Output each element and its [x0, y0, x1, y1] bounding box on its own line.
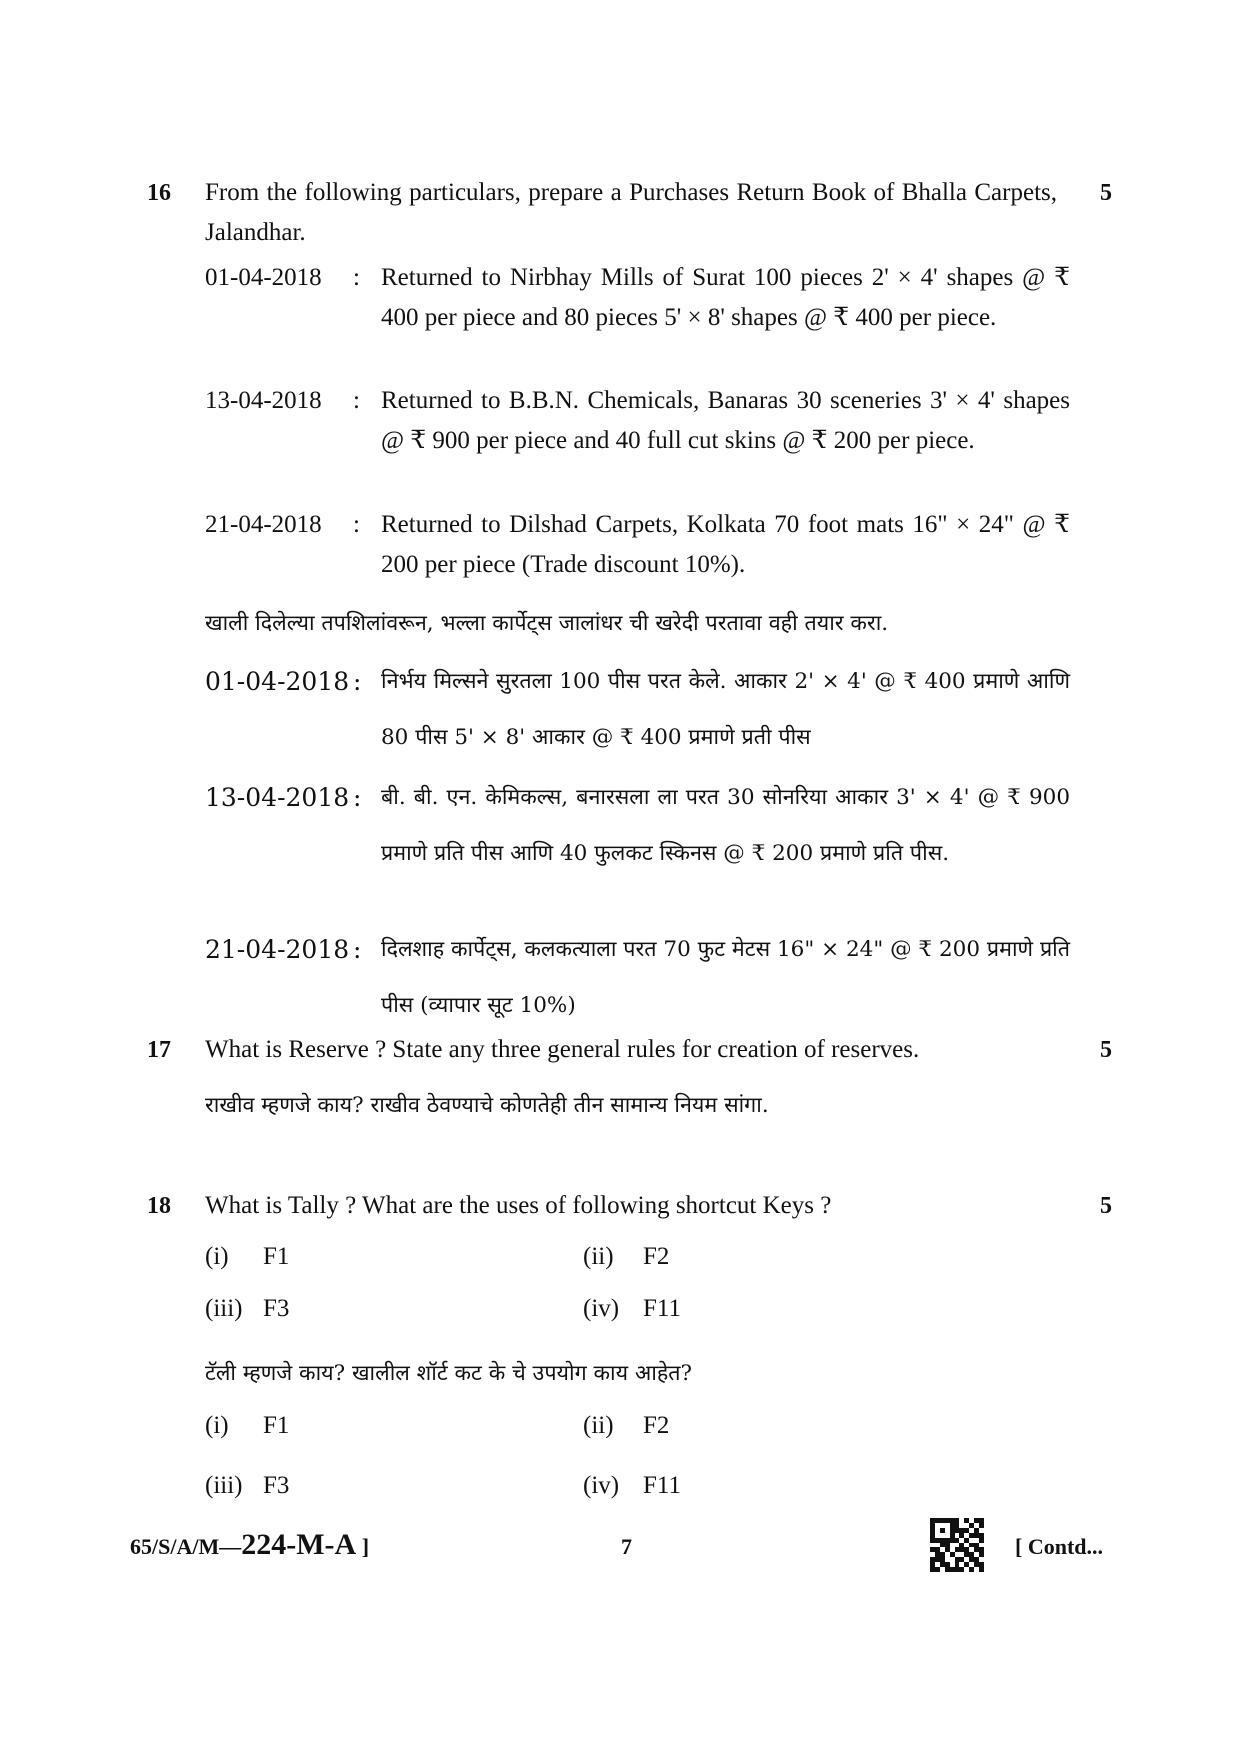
- question-marks-17: 5: [1100, 1037, 1112, 1063]
- q16-entry-mr-2: [205, 770, 1070, 882]
- entry-date: 21-04-2018: [205, 935, 350, 964]
- entry-colon: :: [353, 387, 360, 414]
- question-marks-16: 5: [1100, 180, 1112, 206]
- question-text-16-mr: खाली दिलेल्या तपशिलांवरून, भल्ला कार्पेट्स जालांधर ची खरेदी परतावा वही तयार करा.: [205, 611, 889, 636]
- entry-text: बी. बी. एन. केमिकल्स, बनारसला ला परत 30 सोनरिया आकार 3' × 4' @ ₹ 900 प्रमाणे प्रति पीस आणि 40 फुलकट स्किनस @ ₹ 200 प्रमाणे प्रति पीस.: [381, 785, 1070, 866]
- option-i-mr: [205, 1412, 289, 1440]
- option-key: F11: [643, 1295, 681, 1322]
- question-text-18-en: What is Tally ? What are the uses of following shortcut Keys ?: [205, 1192, 832, 1219]
- option-numeral: (iv): [583, 1472, 620, 1499]
- entry-colon: :: [353, 264, 360, 291]
- entry-date: 21-04-2018: [205, 511, 322, 538]
- entry-text: Returned to B.B.N. Chemicals, Banaras 30 sceneries 3' × 4' shapes @ ₹ 900 per piece and 40 full cut skins @ ₹ 200 per piece.: [381, 387, 1070, 454]
- entry-date: 01-04-2018: [205, 667, 350, 696]
- question-text-18-mr: टॅली म्हणजे काय? खालील शॉर्ट कट के चे उपयोग काय आहेत?: [205, 1361, 693, 1386]
- option-ii-mr: [583, 1412, 669, 1440]
- question-text-17-en: What is Reserve ? State any three general rules for creation of reserves.: [205, 1036, 920, 1063]
- paper-code-suffix: ]: [356, 1534, 370, 1559]
- entry-colon: :: [353, 783, 362, 812]
- option-iii-mr: [205, 1472, 289, 1500]
- q16-entry-mr-1: [205, 654, 1070, 766]
- q16-entry-en-3: [205, 505, 1070, 585]
- option-numeral: (iii): [205, 1472, 243, 1499]
- option-key: F3: [263, 1472, 290, 1499]
- entry-text: Returned to Nirbhay Mills of Surat 100 pieces 2' × 4' shapes @ ₹ 400 per piece and 80 pieces 5' × 8' shapes @ ₹ 400 per piece.: [381, 264, 1070, 331]
- option-key: F11: [643, 1472, 681, 1499]
- q16-entry-en-2: [205, 381, 1070, 461]
- option-key: F2: [643, 1412, 670, 1439]
- entry-colon: :: [353, 935, 362, 964]
- option-iv-en: [583, 1295, 681, 1323]
- qr-code-icon: [930, 1518, 984, 1572]
- paper-code-prefix: 65/S/A/M—: [130, 1534, 242, 1559]
- entry-colon: :: [353, 667, 362, 696]
- page-number: 7: [621, 1534, 632, 1559]
- option-numeral: (i): [205, 1243, 229, 1270]
- entry-text: निर्भय मिल्सने सुरतला 100 पीस परत केले. आकार 2' × 4' @ ₹ 400 प्रमाणे आणि 80 पीस 5' × 8' आकार @ ₹ 400 प्रमाणे प्रती पीस: [381, 669, 1070, 750]
- option-numeral: (ii): [583, 1412, 614, 1439]
- question-number-18: 18: [147, 1193, 171, 1219]
- option-key: F2: [643, 1243, 670, 1270]
- q16-entry-en-1: [205, 258, 1070, 338]
- entry-date: 13-04-2018: [205, 783, 350, 812]
- entry-text: दिलशाह कार्पेट्स, कलकत्याला परत 70 फुट मेटस 16" × 24" @ ₹ 200 प्रमाणे प्रति पीस (व्यापार सूट 10%): [381, 937, 1070, 1018]
- paper-code: [130, 1528, 369, 1562]
- continued-label: [ Contd...: [1015, 1534, 1104, 1559]
- question-text-17-mr: राखीव म्हणजे काय? राखीव ठेवण्याचे कोणतेही तीन सामान्य नियम सांगा.: [205, 1093, 769, 1118]
- option-iii-en: [205, 1295, 289, 1323]
- question-text-16-en: From the following particulars, prepare a Purchases Return Book of Bhalla Carpets, Jalandhar.: [205, 179, 1057, 246]
- option-numeral: (iii): [205, 1295, 243, 1322]
- entry-date: 01-04-2018: [205, 264, 322, 291]
- paper-code-main: 224-M-A: [241, 1528, 357, 1561]
- option-ii-en: [583, 1243, 669, 1271]
- question-marks-18: 5: [1100, 1193, 1112, 1219]
- entry-date: 13-04-2018: [205, 387, 322, 414]
- option-iv-mr: [583, 1472, 681, 1500]
- option-numeral: (i): [205, 1412, 229, 1439]
- option-key: F1: [263, 1243, 290, 1270]
- option-numeral: (iv): [583, 1295, 620, 1322]
- entry-text: Returned to Dilshad Carpets, Kolkata 70 foot mats 16" × 24" @ ₹ 200 per piece (Trade discount 10%).: [381, 511, 1070, 578]
- option-i-en: [205, 1243, 289, 1271]
- option-key: F1: [263, 1412, 290, 1439]
- question-number-17: 17: [147, 1037, 171, 1063]
- question-number-16: 16: [147, 180, 171, 206]
- q16-entry-mr-3: [205, 922, 1070, 1034]
- option-numeral: (ii): [583, 1243, 614, 1270]
- option-key: F3: [263, 1295, 290, 1322]
- entry-colon: :: [353, 511, 360, 538]
